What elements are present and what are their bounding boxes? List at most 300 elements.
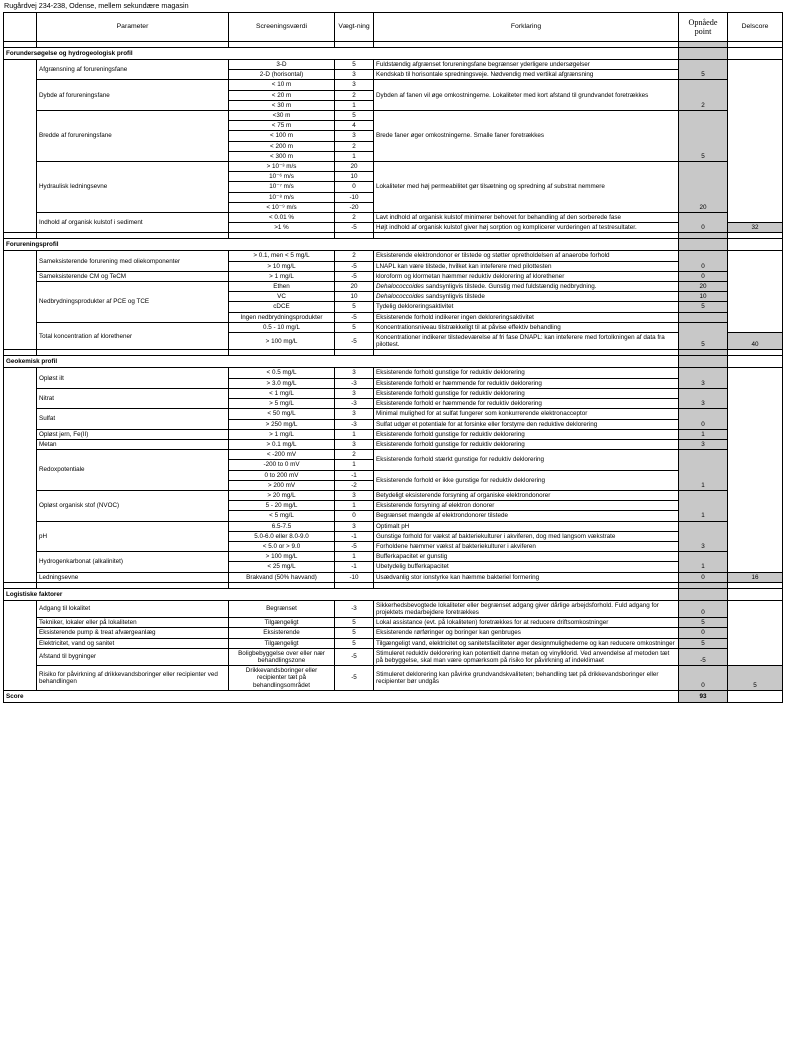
explanation — [374, 541, 679, 551]
parameter-name: Total koncentration af klorethener — [37, 322, 229, 350]
table-row — [4, 628, 783, 638]
weight-value: 5 — [335, 618, 374, 628]
explanation — [374, 521, 679, 531]
weight-value: -2 — [335, 480, 374, 490]
weight-value: -10 — [335, 192, 374, 202]
indent-cell — [4, 60, 37, 233]
score-blank — [728, 690, 783, 702]
screening-value: < 0.01 % — [229, 213, 335, 223]
table-row — [4, 388, 783, 398]
explanation-text: Sulfat udgør et potentiale for at forsinke eller forstyrre den reduktive deklorering — [376, 420, 598, 428]
weight-value: 3 — [335, 70, 374, 80]
screening-value: Ethen — [229, 282, 335, 292]
weight-value: -3 — [335, 378, 374, 388]
screening-value: > 20 mg/L — [229, 490, 335, 500]
score-row — [4, 690, 783, 702]
explanation — [374, 223, 679, 233]
explanation-text: Fuldstændig afgrænset forureningsfane begrænser yderligere undersøgelser — [376, 61, 590, 68]
achieved-points: 20 — [679, 282, 728, 292]
screening-value: 10⁻⁶ m/s — [229, 172, 335, 182]
section-points-blank — [679, 48, 728, 60]
weight-value: -5 — [335, 271, 374, 281]
explanation-text: Koncentrationer indikerer tilstedeværelse af fri fase DNAPL: kan inteferere med fortolkningen af data fra pilottest. — [376, 334, 665, 349]
explanation — [374, 419, 679, 429]
screening-value: > 0.1, men < 5 mg/L — [229, 251, 335, 261]
achieved-points — [679, 312, 728, 322]
organism-name: Dehalococcoides — [376, 293, 424, 301]
screening-value: > 10 mg/L — [229, 261, 335, 271]
screening-value: > 200 mV — [229, 480, 335, 490]
weight-value: 1 — [335, 501, 374, 511]
weight-value: -5 — [335, 261, 374, 271]
parameter-name: Opløst jern, Fe(II) — [37, 429, 229, 439]
achieved-points: 5 — [679, 638, 728, 648]
explanation — [374, 531, 679, 541]
screening-value: < 75 m — [229, 121, 335, 131]
explanation-text: Sikkerhedsbevogtede lokaliteter eller begrænset adgang giver dårlige arbejdsforhold. Fuld adgang for projektets medarbejdere foretrækkes — [376, 601, 659, 616]
explanation-text: Stimuleret reduktiv deklorering kan potentielt danne metan og vinylklorid. Ved anvendelse af metoden tæt på bebyggelse, skal man være opmærksom på risiko for påvirkning af indeklimaet — [376, 649, 670, 664]
achieved-points: 3 — [679, 439, 728, 449]
screening-value: Tilgængeligt — [229, 638, 335, 648]
section-subscore-blank — [728, 239, 783, 251]
parameter-name: Tekniker, lokaler eller på lokaliteten — [37, 618, 229, 628]
achieved-points: 0 — [679, 251, 728, 271]
weight-value: 1 — [335, 460, 374, 470]
table-row — [4, 251, 783, 261]
explanation-text: Kendskab til horisontale spredningsveje. Nødvendig med vertikal afgrænsning — [376, 71, 594, 79]
achieved-points: 5 — [679, 618, 728, 628]
table-row — [4, 213, 783, 223]
explanation-text: Usædvanlig stor ionstyrke kan hæmme bakteriel formering — [376, 573, 540, 581]
subscore-spacer — [728, 251, 783, 333]
achieved-points: 1 — [679, 429, 728, 439]
explanation-text: Forholdene hæmmer vækst af bakteriekulturer i akviferen — [376, 542, 536, 550]
weight-value: -10 — [335, 572, 374, 582]
weight-value: -1 — [335, 470, 374, 480]
table-row — [4, 666, 783, 691]
explanation — [374, 261, 679, 271]
weight-value: 3 — [335, 490, 374, 500]
weight-value: -5 — [335, 333, 374, 350]
header-blank — [4, 13, 37, 42]
weight-value: -3 — [335, 419, 374, 429]
explanation-text: Minimal mulighed for at sulfat fungerer som konkurrerende elektronacceptor — [376, 410, 588, 418]
screening-value: 0 to 200 mV — [229, 470, 335, 480]
explanation — [374, 388, 679, 398]
explanation — [374, 552, 679, 562]
screening-value: 6.5-7.5 — [229, 521, 335, 531]
section-subscore: 16 — [728, 572, 783, 582]
weight-value: 5 — [335, 302, 374, 312]
explanation-text: Eksisterende rørføringer og boringer kan genbruges — [376, 629, 521, 637]
explanation — [374, 333, 679, 350]
screening-value: < 300 m — [229, 151, 335, 161]
explanation-text: kloroform og klormetan hæmmer reduktiv deklorering af klorethener — [376, 272, 565, 280]
header-row — [4, 13, 783, 42]
weight-value: -5 — [335, 223, 374, 233]
explanation-text: Højt indhold af organisk kulstof giver høj sorption og komplicerer vurderingen af testresultater. — [376, 224, 637, 232]
parameter-name: Sulfat — [37, 409, 229, 429]
screening-value: < 200 m — [229, 141, 335, 151]
screening-value: > 0.1 mg/L — [229, 439, 335, 449]
section-title: Logistiske faktorer — [4, 588, 679, 600]
weight-value: 0 — [335, 182, 374, 192]
achieved-points: 0 — [679, 572, 728, 582]
screening-value: VC — [229, 292, 335, 302]
parameter-name: Dybde af forureningsfane — [37, 80, 229, 111]
explanation-text: Tilgængeligt vand, elektricitet og sanitetsfaciliteter øger designmulighederne og kan reducere omkostninger — [376, 639, 675, 647]
weight-value: 0 — [335, 511, 374, 521]
weight-value: -5 — [335, 666, 374, 691]
explanation — [374, 648, 679, 665]
screening-value: < 0.5 mg/L — [229, 368, 335, 378]
organism-name: Dehalococcoides — [376, 283, 424, 291]
weight-value: 10 — [335, 292, 374, 302]
screening-value: < 30 m — [229, 100, 335, 110]
table-row — [4, 80, 783, 90]
screening-value: < 100 m — [229, 131, 335, 141]
explanation-text: LNAPL kan være tilstede, hvilket kan inteferere med pilottesten — [376, 262, 552, 270]
screening-value: < 5 mg/L — [229, 511, 335, 521]
screening-value: < 20 m — [229, 90, 335, 100]
weight-value: 1 — [335, 100, 374, 110]
explanation-text: Gunstige forhold for vækst af bakteriekulturer i akviferen, dog med langsom vækstrate — [376, 532, 616, 540]
section-header-row — [4, 356, 783, 368]
weight-value: 5 — [335, 111, 374, 121]
screening-value: > 10⁻³ m/s — [229, 162, 335, 172]
parameter-name: Nedbrydningsprodukter af PCE og TCE — [37, 282, 229, 323]
table-row — [4, 618, 783, 628]
screening-value: 0.5 - 10 mg/L — [229, 322, 335, 332]
table-row — [4, 490, 783, 500]
explanation-text: Begrænset mængde af elektrondonorer tilstede — [376, 512, 508, 520]
parameter-name: Redoxpotentiale — [37, 450, 229, 491]
parameter-name: Hydrogenkarbonat (alkalinitet) — [37, 552, 229, 572]
achieved-points: 1 — [679, 552, 728, 572]
screening-value: < 10⁻⁹ m/s — [229, 202, 335, 212]
table-row — [4, 521, 783, 531]
section-header-row — [4, 588, 783, 600]
parameter-name: Eksisterende pump & treat afværgeanlæg — [37, 628, 229, 638]
screening-value: > 100 mg/L — [229, 552, 335, 562]
parameter-name: Metan — [37, 439, 229, 449]
header-weight: Vægt-ning — [335, 13, 374, 42]
screening-value: Boligbebyggelse over eller nær behandlingszone — [229, 648, 335, 665]
explanation — [374, 368, 679, 378]
weight-value: 3 — [335, 80, 374, 90]
explanation: Eksisterende forhold stærkt gunstige for reduktiv deklorering — [374, 450, 679, 470]
weight-value: 20 — [335, 282, 374, 292]
explanation — [374, 60, 679, 70]
explanation — [374, 666, 679, 691]
section-title: Forundersøgelse og hydrogeologisk profil — [4, 48, 679, 60]
table-row — [4, 648, 783, 665]
parameter-name: Afgrænsning af forureningsfane — [37, 60, 229, 80]
explanation — [374, 302, 679, 312]
table-row — [4, 450, 783, 460]
explanation — [374, 628, 679, 638]
parameter-name: Indhold af organisk kulstof i sediment — [37, 213, 229, 233]
subscore-spacer — [728, 368, 783, 572]
table-row — [4, 271, 783, 281]
screening-value: > 5 mg/L — [229, 399, 335, 409]
explanation: Dybden af fanen vil øge omkostningerne. Lokaliteter med kort afstand til grundvandet foretrækkes — [374, 80, 679, 111]
screening-value: Drikkevandsboringer eller recipienter tæt på behandlingsområdet — [229, 666, 335, 691]
explanation — [374, 282, 679, 292]
explanation-text: Betydeligt eksisterende forsyning af organiske elektrondonorer — [376, 491, 551, 499]
table-row — [4, 409, 783, 419]
parameter-name: Opløst organisk stof (NVOC) — [37, 490, 229, 521]
weight-value: 3 — [335, 131, 374, 141]
explanation — [374, 322, 679, 332]
section-subscore-blank — [728, 588, 783, 600]
explanation-text: Koncentrationsniveau tilstrækkeligt til at påvise effektiv behandling — [376, 323, 561, 331]
subscore-spacer — [728, 600, 783, 665]
explanation — [374, 213, 679, 223]
weight-value: 1 — [335, 151, 374, 161]
explanation-text: Eksisterende forhold er hæmmende for reduktiv deklorering — [376, 400, 542, 408]
screening-value: > 250 mg/L — [229, 419, 335, 429]
indent-cell — [4, 368, 37, 582]
table-row — [4, 282, 783, 292]
explanation — [374, 312, 679, 322]
header-parameter: Parameter — [37, 13, 229, 42]
screening-value: Ingen nedbrydningsprodukter — [229, 312, 335, 322]
weight-value: -3 — [335, 600, 374, 617]
explanation — [374, 638, 679, 648]
parameter-name: Afstand til bygninger — [37, 648, 229, 665]
parameter-name: Bredde af forureningsfane — [37, 111, 229, 162]
table-row — [4, 552, 783, 562]
table-row — [4, 322, 783, 332]
document-title: Rugårdvej 234-238, Odense, mellem sekundære magasin — [4, 1, 189, 10]
screening-value: > 3.0 mg/L — [229, 378, 335, 388]
achieved-points: -5 — [679, 648, 728, 665]
screening-value: 10⁻⁷ m/s — [229, 182, 335, 192]
parameter-name: Nitrat — [37, 388, 229, 408]
screening-value: >1 % — [229, 223, 335, 233]
screening-value: Begrænset — [229, 600, 335, 617]
weight-value: 3 — [335, 409, 374, 419]
indent-cell — [4, 251, 37, 350]
section-subscore: 40 — [728, 333, 783, 350]
explanation — [374, 511, 679, 521]
screening-value: < 10 m — [229, 80, 335, 90]
screening-value: > 1 mg/L — [229, 271, 335, 281]
achieved-points: 0 — [679, 409, 728, 429]
table-row — [4, 368, 783, 378]
parameter-name: pH — [37, 521, 229, 552]
section-header-row — [4, 48, 783, 60]
weight-value: 3 — [335, 521, 374, 531]
weight-value: 4 — [335, 121, 374, 131]
section-points-blank — [679, 588, 728, 600]
achieved-points: 5 — [679, 302, 728, 312]
weight-value: 5 — [335, 628, 374, 638]
screening-value: 2-D (horisontal) — [229, 70, 335, 80]
parameter-name: Sameksisterende CM og TeCM — [37, 271, 229, 281]
achieved-points: 20 — [679, 162, 728, 213]
achieved-points: 5 — [679, 60, 728, 80]
weight-value: 5 — [335, 322, 374, 332]
explanation — [374, 562, 679, 572]
achieved-points: 10 — [679, 292, 728, 302]
table-row — [4, 429, 783, 439]
header-explanation: Forklaring — [374, 13, 679, 42]
weight-value: 5 — [335, 638, 374, 648]
parameter-name: Ledningsevne — [37, 572, 229, 582]
explanation-text: Ubetydelig bufferkapacitet — [376, 563, 449, 571]
achieved-points: 0 — [679, 271, 728, 281]
screening-value: 5 - 20 mg/L — [229, 501, 335, 511]
explanation-text: Eksisterende elektrondonor er tilstede og støtter opretholdelsen af anaerobe forhold — [376, 252, 610, 260]
table-row — [4, 600, 783, 617]
weight-value: 3 — [335, 368, 374, 378]
explanation-text: Eksisterende forhold gunstige for reduktiv deklorering — [376, 430, 525, 438]
subscore-spacer — [728, 60, 783, 223]
explanation-text: Eksisterende forhold er hæmmende for reduktiv deklorering — [376, 379, 542, 387]
weight-value: 10 — [335, 172, 374, 182]
weight-value: -20 — [335, 202, 374, 212]
weight-value: 1 — [335, 429, 374, 439]
achieved-points: 0 — [679, 600, 728, 617]
parameter-name: Risiko for påvirkning af drikkevandsboringer eller recipienter ved behandlingen — [37, 666, 229, 691]
explanation: Lokaliteter med høj permeabilitet gør tilsætning og spredning af substrat nemmere — [374, 162, 679, 213]
screening-value: 3-D — [229, 60, 335, 70]
explanation — [374, 399, 679, 409]
section-title: Forureningsprofil — [4, 239, 679, 251]
achieved-points: 3 — [679, 521, 728, 552]
achieved-points: 0 — [679, 213, 728, 233]
explanation — [374, 378, 679, 388]
header-subscore: Delscore — [728, 13, 783, 42]
screening-value: > 1 mg/L — [229, 429, 335, 439]
weight-value: 5 — [335, 60, 374, 70]
table-row — [4, 60, 783, 70]
section-subscore-blank — [728, 48, 783, 60]
explanation: Brede faner øger omkostningerne. Smalle faner foretrækkes — [374, 111, 679, 162]
table-row — [4, 638, 783, 648]
explanation-text: sandsynligvis tilstede — [423, 293, 485, 301]
explanation-text: Bufferkapacitet er gunstig — [376, 553, 448, 561]
weight-value: 2 — [335, 251, 374, 261]
weight-value: -1 — [335, 562, 374, 572]
screening-value: -200 to 0 mV — [229, 460, 335, 470]
achieved-points: 5 — [679, 111, 728, 162]
screening-value: 5.0-6.0 eller 8.0-9.0 — [229, 531, 335, 541]
table-row — [4, 572, 783, 582]
explanation — [374, 271, 679, 281]
weight-value: 3 — [335, 388, 374, 398]
explanation: Eksisterende forhold er ikke gunstige for reduktiv deklorering — [374, 470, 679, 490]
explanation — [374, 501, 679, 511]
explanation-text: Eksisterende forhold gunstige for reduktiv deklorering — [376, 389, 525, 397]
parameter-name: Elektricitet, vand og sanitet — [37, 638, 229, 648]
table-row — [4, 162, 783, 172]
score-value: 93 — [679, 690, 728, 702]
screening-value: < -200 mV — [229, 450, 335, 460]
weight-value: -5 — [335, 648, 374, 665]
achieved-points: 0 — [679, 666, 728, 691]
explanation-text: Eksisterende forhold gunstige for reduktiv deklorering — [376, 440, 525, 448]
screening-value: < 1 mg/L — [229, 388, 335, 398]
achieved-points: 2 — [679, 80, 728, 111]
table-row — [4, 439, 783, 449]
weight-value: 2 — [335, 141, 374, 151]
screening-value: 10⁻⁸ m/s — [229, 192, 335, 202]
achieved-points: 3 — [679, 368, 728, 388]
section-points-blank — [679, 239, 728, 251]
explanation — [374, 439, 679, 449]
section-points-blank — [679, 356, 728, 368]
explanation-text: Lokal assistance (evt. på lokaliteten) foretrækkes for at reducere driftsomkostninger — [376, 619, 609, 627]
explanation-text: Stimuleret deklorering kan påvirke grundvandskvaliteten; behandling tæt på drikkevandsboringer eller recipienter bør undgås — [376, 670, 659, 685]
explanation-text: Lavt indhold af organisk kulstof minimerer behovet for behandling af den sorberede fase — [376, 214, 622, 222]
weight-value: 2 — [335, 213, 374, 223]
weight-value: -1 — [335, 531, 374, 541]
screening-value: < 50 mg/L — [229, 409, 335, 419]
achieved-points: 0 — [679, 628, 728, 638]
explanation — [374, 409, 679, 419]
screening-table — [3, 12, 783, 703]
explanation-text: sandsynligvis tilstede. Gunstig med fuldstændig nedbrydning. — [423, 283, 597, 291]
weight-value: 20 — [335, 162, 374, 172]
achieved-points: 1 — [679, 450, 728, 491]
section-header-row — [4, 239, 783, 251]
explanation — [374, 572, 679, 582]
explanation-text: Tydelig dekloreringsaktivitet — [376, 303, 454, 311]
indent-cell — [4, 600, 37, 690]
explanation — [374, 251, 679, 261]
parameter-name: Sameksisterende forurening med oliekomponenter — [37, 251, 229, 271]
explanation — [374, 618, 679, 628]
parameter-name: Adgang til lokalitet — [37, 600, 229, 617]
section-title: Geokemisk profil — [4, 356, 679, 368]
explanation-text: Eksisterende forsyning af elektron donorer — [376, 502, 495, 510]
explanation — [374, 292, 679, 302]
explanation-text: Eksisterende forhold gunstige for reduktiv deklorering — [376, 369, 525, 377]
screening-value: <30 m — [229, 111, 335, 121]
explanation — [374, 429, 679, 439]
weight-value: 2 — [335, 90, 374, 100]
parameter-name: Hydraulisk ledningsevne — [37, 162, 229, 213]
header-screening: Screeningsværdi — [229, 13, 335, 42]
achieved-points: 5 — [679, 322, 728, 350]
weight-value: -3 — [335, 399, 374, 409]
screening-value: cDCE — [229, 302, 335, 312]
section-subscore-blank — [728, 356, 783, 368]
screening-value: < 25 mg/L — [229, 562, 335, 572]
explanation — [374, 600, 679, 617]
screening-value: < 5.0 or > 9.0 — [229, 541, 335, 551]
weight-value: 3 — [335, 439, 374, 449]
parameter-name: Opløst ilt — [37, 368, 229, 388]
explanation-text: Eksisterende forhold indikerer ingen dekloreringsaktivitet — [376, 313, 534, 321]
header-achieved: Opnåede point — [679, 13, 728, 42]
explanation-text: Optimalt pH — [376, 522, 410, 530]
weight-value: -5 — [335, 312, 374, 322]
achieved-points: 3 — [679, 388, 728, 408]
explanation — [374, 70, 679, 80]
explanation — [374, 490, 679, 500]
score-label: Score — [4, 690, 679, 702]
table-row — [4, 111, 783, 121]
achieved-points: 1 — [679, 490, 728, 521]
table-body — [4, 42, 783, 703]
screening-value: > 100 mg/L — [229, 333, 335, 350]
section-subscore: 5 — [728, 666, 783, 691]
weight-value: -5 — [335, 541, 374, 551]
